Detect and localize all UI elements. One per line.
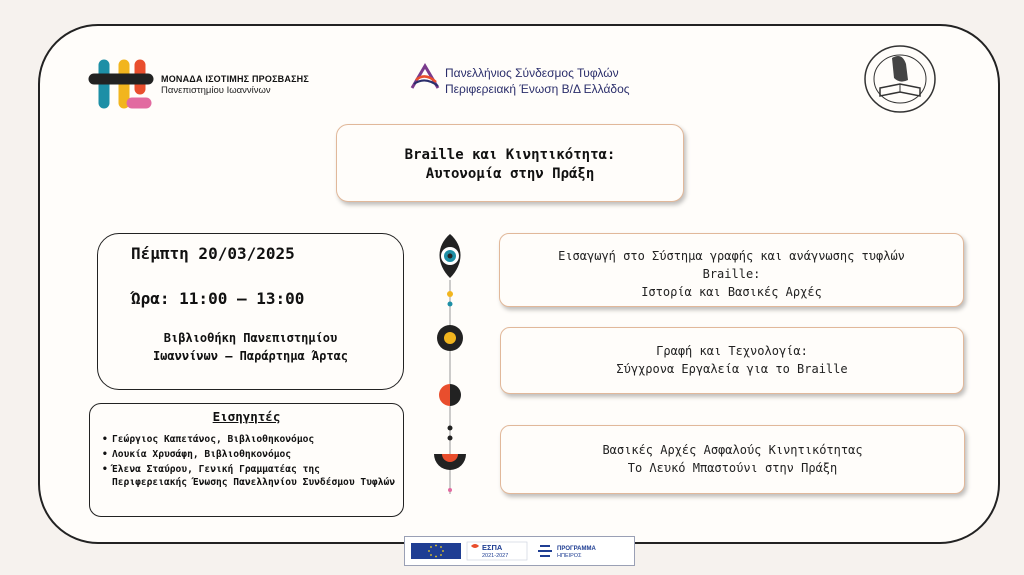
speaker-item: • Έλενα Σταύρου, Γενική Γραμματέας της Περιφερειακής Ένωσης Πανελληνίου Συνδέσμου Τυφλών	[102, 463, 398, 489]
blind-association-region: Περιφερειακή Ένωση Β/Δ Ελλάδος	[445, 82, 630, 96]
split-circle-icon	[439, 384, 461, 406]
topic-2-line2: Σύγχρονα Εργαλεία για το Braille	[616, 362, 848, 376]
blind-association-name: Πανελλήνιος Σύνδεσμος Τυφλών	[445, 66, 619, 80]
half-moon-icon	[434, 454, 466, 470]
ring-icon	[437, 325, 463, 351]
ornament-dot-icon	[448, 436, 453, 441]
topic-2-line1: Γραφή και Τεχνολογία:	[656, 344, 808, 358]
speakers-box	[89, 403, 404, 517]
blind-association-logo-text	[445, 65, 630, 97]
speakers-list	[102, 433, 398, 491]
ornament-dot-icon	[448, 488, 452, 492]
topic-box-2	[500, 327, 964, 394]
speaker-item: • Γεώργιος Καπετάνος, Βιβλιοθηκονόμος	[102, 433, 398, 446]
event-details-box	[97, 233, 404, 390]
program-label: ΠΡΟΓΡΑΜΜΑ	[557, 546, 596, 552]
region-program-logo-icon	[538, 546, 552, 556]
blind-association-logo-icon	[408, 62, 442, 92]
speaker-item: • Λουκία Χρυσάφη, Βιβλιοθηκονόμος	[102, 448, 398, 461]
program-region: ΗΠΕΙΡΟΣ	[557, 553, 582, 559]
accessibility-unit-logo-icon	[88, 55, 156, 115]
event-title-line2: Αυτονομία στην Πράξη	[425, 166, 595, 182]
topic-box-3	[500, 425, 965, 494]
event-location-line1: Βιβλιοθήκη Πανεπιστημίου	[163, 331, 338, 345]
eye-icon	[440, 234, 461, 278]
espa-label: ΕΣΠΑ	[482, 543, 503, 552]
topic-1-line1: Εισαγωγή στο Σύστημα γραφής και ανάγνωσης τυφλών	[558, 249, 905, 263]
speakers-heading: Εισηγητές	[212, 409, 281, 424]
topic-3-line1: Βασικές Αρχές Ασφαλούς Κινητικότητας	[602, 443, 863, 457]
event-location-line2: Ιωαννίνων – Παράρτημα Άρτας	[152, 349, 349, 363]
ornament-dot-icon	[447, 291, 453, 297]
accessibility-unit-subtitle: Πανεπιστημίου Ιωαννίνων	[161, 85, 271, 96]
decorative-ornament	[430, 232, 470, 500]
event-title-box	[336, 124, 684, 202]
funding-logos-bar	[404, 536, 635, 566]
topic-box-1	[499, 233, 964, 307]
topic-1-line2: Braille:	[702, 267, 761, 281]
espa-years: 2021-2027	[482, 553, 509, 559]
event-date: Πέμπτη 20/03/2025	[131, 244, 295, 263]
funding-logos	[405, 537, 634, 565]
event-location	[98, 329, 403, 365]
accessibility-unit-title: ΜΟΝΑΔΑ ΙΣΟΤΙΜΗΣ ΠΡΟΣΒΑΣΗΣ	[161, 74, 309, 84]
university-library-seal-icon	[862, 44, 940, 114]
event-time: Ώρα: 11:00 – 13:00	[131, 289, 305, 308]
ornament-dot-icon	[448, 426, 453, 431]
ornament-dot-icon	[448, 302, 453, 307]
event-title-line1: Braille και Κινητικότητα:	[404, 147, 616, 163]
accessibility-unit-logo-text	[161, 73, 309, 97]
topic-1-line3: Ιστορία και Βασικές Αρχές	[641, 285, 822, 299]
topic-3-line2: Το Λευκό Μπαστούνι στην Πράξη	[627, 461, 838, 475]
